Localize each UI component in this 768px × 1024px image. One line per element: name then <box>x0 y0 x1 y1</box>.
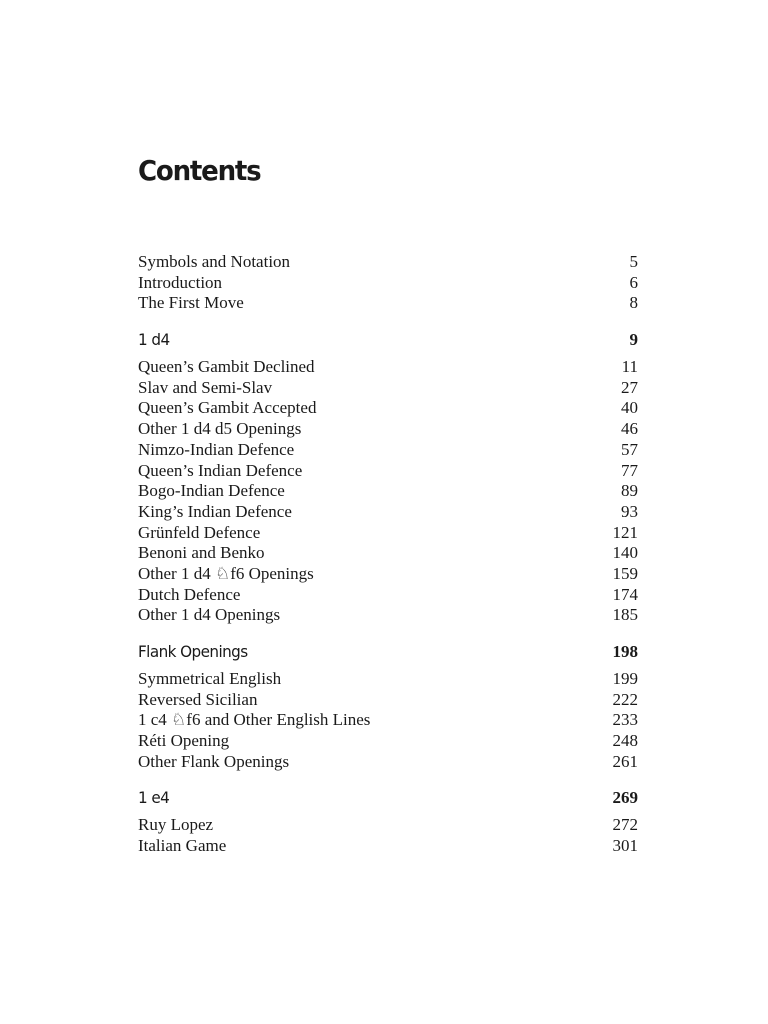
toc-entry <box>138 502 638 523</box>
section-heading-page-number: 9 <box>629 330 638 350</box>
front-matter-group <box>138 252 638 314</box>
toc-entry <box>138 440 638 461</box>
toc-entry <box>138 815 638 836</box>
toc-entry <box>138 669 638 690</box>
entry-page-number: 185 <box>612 605 638 625</box>
entry-page-number: 46 <box>621 419 638 439</box>
entry-page-number: 199 <box>612 669 638 688</box>
entry-label: Grünfeld Defence <box>138 522 261 542</box>
toc-entry <box>138 419 638 440</box>
entry-label: Slav and Semi-Slav <box>138 377 273 397</box>
section-heading-page-number: 198 <box>612 642 638 661</box>
toc-entry <box>138 461 638 482</box>
entry-page-number: 77 <box>621 460 638 480</box>
toc-entry <box>138 731 638 752</box>
entry-page-number: 121 <box>612 522 638 542</box>
entry-label: Symmetrical English <box>138 669 282 688</box>
entry-page-number: 93 <box>621 501 638 521</box>
toc-entry <box>138 398 638 419</box>
section-1d4 <box>138 326 638 626</box>
toc-entry <box>138 357 638 378</box>
entry-label: Dutch Defence <box>138 584 241 604</box>
entry-page-number: 301 <box>612 836 638 856</box>
entry-label: 1 c4 ♘f6 and Other English Lines <box>138 710 371 730</box>
toc-entry <box>138 564 638 585</box>
entry-page-number: 248 <box>612 731 638 751</box>
entry-label: Introduction <box>138 272 223 292</box>
entry-page-number: 159 <box>612 563 638 583</box>
entry-page-number: 233 <box>612 710 638 730</box>
entry-page-number: 5 <box>629 252 638 271</box>
section-heading-label: 1 e4 <box>138 788 170 808</box>
entry-page-number: 261 <box>612 751 638 771</box>
section-heading <box>138 784 638 812</box>
entry-label: King’s Indian Defence <box>138 501 292 521</box>
entry-page-number: 57 <box>621 439 638 459</box>
entry-label: Other 1 d4 Openings <box>138 605 281 625</box>
toc-entry <box>138 252 638 273</box>
toc-entry <box>138 543 638 564</box>
entry-page-number: 140 <box>612 543 638 563</box>
entry-label: Queen’s Gambit Accepted <box>138 398 317 418</box>
entry-page-number: 27 <box>621 377 638 397</box>
section-heading-label: 1 d4 <box>138 330 170 350</box>
page-title: Contents <box>138 154 261 187</box>
toc-entry <box>138 585 638 606</box>
entry-page-number: 272 <box>612 815 638 835</box>
toc-entry <box>138 273 638 294</box>
entry-label: Ruy Lopez <box>138 815 214 835</box>
toc-entry <box>138 378 638 399</box>
section-heading-label: Flank Openings <box>138 642 248 661</box>
entry-page-number: 8 <box>629 293 638 313</box>
toc-entry <box>138 523 638 544</box>
toc-entry <box>138 605 638 626</box>
toc-entry <box>138 752 638 773</box>
toc-entry <box>138 690 638 711</box>
entry-page-number: 11 <box>621 357 638 377</box>
entry-label: Symbols and Notation <box>138 252 291 271</box>
entry-label: Nimzo-Indian Defence <box>138 439 295 459</box>
entry-label: Reversed Sicilian <box>138 689 258 709</box>
entry-label: Bogo-Indian Defence <box>138 481 285 501</box>
entry-label: Benoni and Benko <box>138 543 265 563</box>
entry-page-number: 6 <box>629 272 638 292</box>
entry-page-number: 89 <box>621 481 638 501</box>
toc-entry <box>138 710 638 731</box>
section-flank-openings <box>138 638 638 772</box>
entry-label: Other 1 d4 ♘f6 Openings <box>138 563 314 583</box>
entry-label: Other 1 d4 d5 Openings <box>138 419 302 439</box>
entry-label: Réti Opening <box>138 731 230 751</box>
entry-page-number: 174 <box>612 584 638 604</box>
section-heading-page-number: 269 <box>612 788 638 808</box>
section-1e4 <box>138 784 638 856</box>
entry-page-number: 40 <box>621 398 638 418</box>
entry-label: Other Flank Openings <box>138 751 290 771</box>
section-heading <box>138 326 638 354</box>
entry-label: Queen’s Gambit Declined <box>138 357 315 377</box>
table-of-contents <box>138 252 638 857</box>
toc-entry <box>138 836 638 857</box>
entry-label: Italian Game <box>138 836 227 856</box>
toc-entry <box>138 481 638 502</box>
entry-label: The First Move <box>138 293 244 313</box>
entry-page-number: 222 <box>612 689 638 709</box>
entry-label: Queen’s Indian Defence <box>138 460 303 480</box>
section-heading <box>138 638 638 666</box>
toc-entry <box>138 293 638 314</box>
